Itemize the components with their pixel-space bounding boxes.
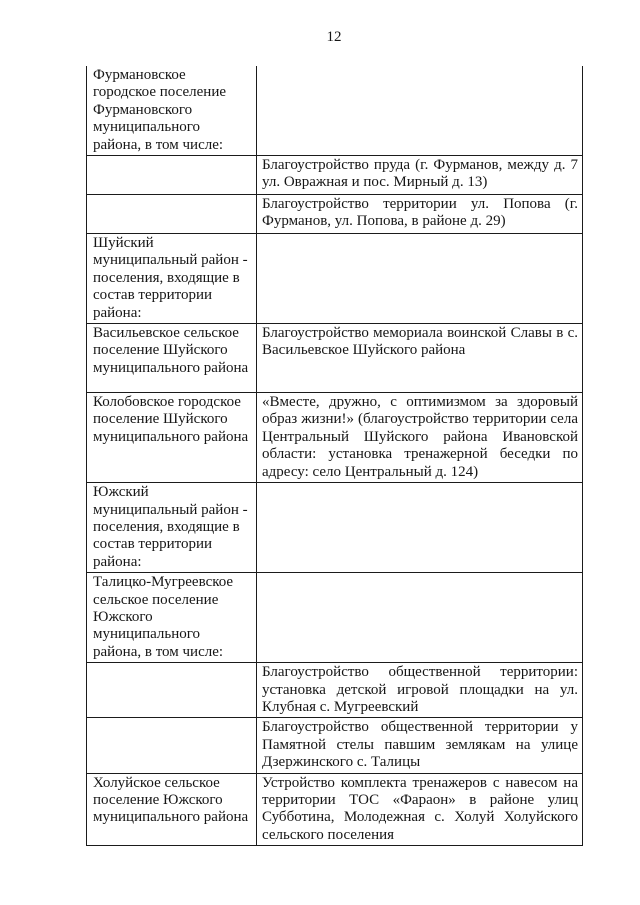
project-cell bbox=[257, 573, 583, 663]
project-cell bbox=[257, 483, 583, 573]
table-row bbox=[87, 156, 583, 195]
municipality-cell: Талицко-Мугреевское сельское поселение Южского муниципального района, в том числе: bbox=[87, 573, 257, 663]
municipality-cell: Васильевское сельское поселение Шуйского муниципального района bbox=[87, 324, 257, 393]
table-row bbox=[87, 663, 583, 718]
table-row bbox=[87, 66, 583, 156]
table-row bbox=[87, 483, 583, 573]
projects-table bbox=[86, 66, 583, 846]
project-cell bbox=[257, 234, 583, 324]
project-cell: «Вместе, дружно, с оптимизмом за здоровый образ жизни!» (благоустройство территории села Центральный Шуйского района Ивановской области: установка тренажерной беседки по адресу: село Центральный д. 124) bbox=[257, 393, 583, 483]
project-cell bbox=[257, 66, 583, 156]
page-number: 12 bbox=[326, 29, 342, 45]
municipality-cell: Колобовское городское поселение Шуйского муниципального района bbox=[87, 393, 257, 483]
municipality-cell: Холуйское сельское поселение Южского муниципального района bbox=[87, 773, 257, 846]
table-row bbox=[87, 324, 583, 393]
table-row bbox=[87, 773, 583, 846]
table-row bbox=[87, 234, 583, 324]
municipality-cell bbox=[87, 195, 257, 234]
municipality-cell: Фурмановское городское поселение Фурмановского муниципального района, в том числе: bbox=[87, 66, 257, 156]
municipality-cell bbox=[87, 663, 257, 718]
project-cell: Благоустройство территории ул. Попова (г. Фурманов, ул. Попова, в районе д. 29) bbox=[257, 195, 583, 234]
table-row bbox=[87, 393, 583, 483]
project-cell: Благоустройство общественной территории: установка детской игровой площадки на ул. Клубная с. Мугреевский bbox=[257, 663, 583, 718]
municipality-cell: Шуйский муниципальный район - поселения, входящие в состав территории района: bbox=[87, 234, 257, 324]
municipality-cell bbox=[87, 156, 257, 195]
project-cell: Благоустройство пруда (г. Фурманов, между д. 7 ул. Овражная и пос. Мирный д. 13) bbox=[257, 156, 583, 195]
project-cell: Благоустройство мемориала воинской Славы в с. Васильевское Шуйского района bbox=[257, 324, 583, 393]
project-cell: Благоустройство общественной территории у Памятной стелы павшим землякам на улице Дзержинского с. Талицы bbox=[257, 718, 583, 773]
table-row bbox=[87, 718, 583, 773]
municipality-cell: Южский муниципальный район - поселения, входящие в состав территории района: bbox=[87, 483, 257, 573]
municipality-cell bbox=[87, 718, 257, 773]
table-row bbox=[87, 195, 583, 234]
table-row bbox=[87, 573, 583, 663]
project-cell: Устройство комплекта тренажеров с навесом на территории ТОС «Фараон» в районе улиц Субботина, Молодежная с. Холуй Холуйского сельского поселения bbox=[257, 773, 583, 846]
